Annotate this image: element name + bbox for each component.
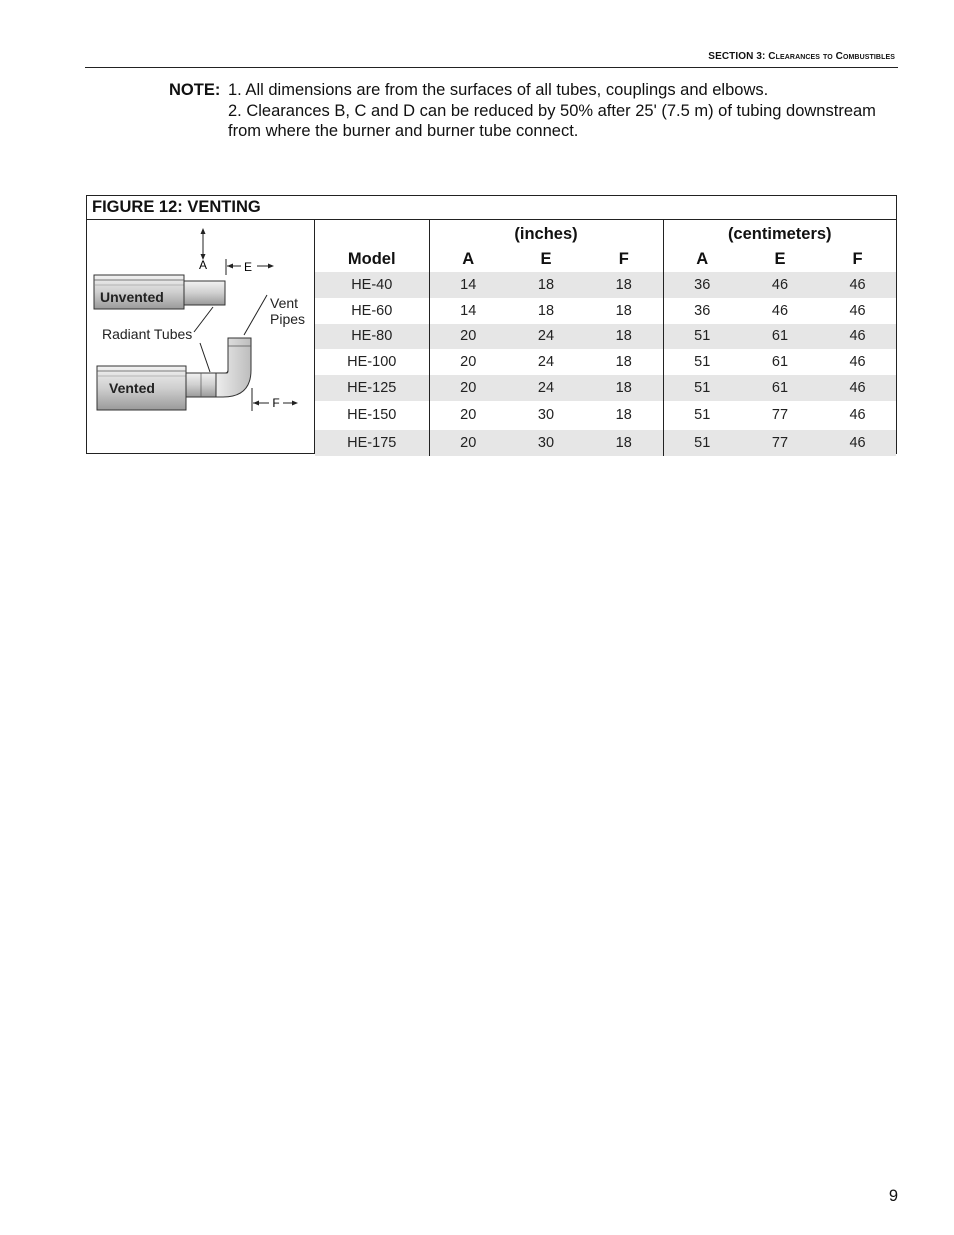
- cell-in-e: 24: [507, 375, 585, 401]
- table-row: [315, 349, 896, 375]
- cell-in-f: 18: [585, 430, 663, 456]
- col-header-in-f: F: [618, 249, 629, 268]
- page-number: 9: [888, 1187, 898, 1205]
- cell-in-f: 18: [615, 407, 632, 424]
- cell-in-a: 20: [429, 375, 507, 401]
- cell-cm-f: 46: [849, 302, 866, 319]
- cell-cm-a: 51: [663, 375, 741, 401]
- cell-cm-a: 36: [663, 298, 741, 324]
- figure-title: FIGURE 12: VENTING: [87, 196, 896, 220]
- cell-in-f: 18: [585, 272, 663, 298]
- col-header-cm-e: E: [774, 249, 786, 268]
- unit-inches-header: (inches): [429, 220, 663, 246]
- cell-cm-e: 77: [771, 407, 789, 424]
- venting-illustration: [87, 220, 314, 453]
- cell-in-a: 14: [429, 298, 507, 324]
- venting-diagram: [87, 220, 315, 453]
- leader-vent-pipes: [244, 295, 267, 335]
- cell-in-e: 30: [537, 407, 555, 424]
- cell-in-f: 18: [615, 302, 632, 319]
- cell-in-f: 18: [615, 354, 632, 371]
- col-header-in-a: A: [429, 246, 507, 272]
- table-row: [315, 401, 896, 430]
- leader-radiant-vented: [200, 343, 210, 372]
- cell-cm-a: 51: [663, 324, 741, 350]
- cell-model: HE-125: [315, 375, 429, 401]
- cell-cm-f: 46: [819, 375, 896, 401]
- label-f: F: [272, 396, 280, 410]
- vented-tube: [97, 338, 251, 410]
- table-row: [315, 375, 896, 401]
- cell-in-a: 20: [429, 324, 507, 350]
- cell-model: HE-150: [347, 407, 397, 424]
- cell-in-a: 20: [429, 401, 507, 430]
- cell-cm-a: 51: [663, 401, 741, 430]
- dimension-a-marker: [201, 228, 206, 260]
- section-title: Clearances to Combustibles: [768, 51, 895, 62]
- clearance-table: [315, 220, 896, 456]
- cell-in-e: 24: [507, 324, 585, 350]
- cell-cm-e: 61: [771, 354, 789, 371]
- label-a: A: [198, 258, 208, 272]
- leader-radiant-unvented: [194, 307, 213, 332]
- cell-in-e: 24: [537, 354, 555, 371]
- col-header-cm-f: F: [852, 249, 863, 268]
- cell-cm-e: 61: [741, 375, 819, 401]
- cell-model: HE-40: [315, 272, 429, 298]
- cell-in-e: 18: [507, 272, 585, 298]
- cell-model: HE-175: [315, 430, 429, 456]
- col-header-in-e: E: [540, 249, 552, 268]
- cell-cm-f: 46: [849, 407, 866, 424]
- cell-cm-f: 46: [819, 324, 896, 350]
- cell-cm-f: 46: [819, 272, 896, 298]
- cell-cm-a: 51: [663, 430, 741, 456]
- col-header-model: Model: [347, 249, 396, 268]
- note-line-1: 1. All dimensions are from the surfaces of all tubes, couplings and elbows.: [228, 81, 769, 99]
- cell-cm-e: 61: [741, 324, 819, 350]
- cell-in-a: 14: [429, 272, 507, 298]
- table-row: [315, 430, 896, 456]
- label-unvented: Unvented: [100, 289, 164, 305]
- note-line-2: 2. Clearances B, C and D can be reduced by 50% after 25' (7.5 m) of tubing downstream: [228, 101, 876, 120]
- figure-venting: [86, 195, 897, 454]
- cell-in-e: 30: [507, 430, 585, 456]
- section-prefix: SECTION 3:: [708, 51, 769, 62]
- cell-in-a: 20: [429, 349, 507, 375]
- cell-in-e: 18: [537, 302, 555, 319]
- cell-cm-a: 36: [663, 272, 741, 298]
- label-vent-line1: Vent: [270, 295, 299, 311]
- cell-cm-e: 46: [771, 302, 789, 319]
- cell-cm-a: 51: [663, 349, 741, 375]
- cell-in-a: 20: [429, 430, 507, 456]
- cell-model: HE-60: [351, 302, 393, 319]
- label-e: E: [243, 260, 253, 274]
- cell-model: HE-80: [315, 324, 429, 350]
- running-header: [708, 51, 895, 62]
- note-line-3: from where the burner and burner tube connect.: [228, 122, 579, 140]
- cell-model: HE-100: [347, 354, 397, 371]
- col-header-cm-a: A: [663, 246, 741, 272]
- label-radiant-tubes: Radiant Tubes: [102, 326, 193, 342]
- table-row: [315, 272, 896, 298]
- cell-cm-f: 46: [849, 354, 866, 371]
- table-row: [315, 324, 896, 350]
- table-row: [315, 298, 896, 324]
- note-label: NOTE:: [169, 81, 221, 99]
- cell-in-f: 18: [585, 324, 663, 350]
- cell-cm-e: 46: [741, 272, 819, 298]
- unit-cm-header: (centimeters): [663, 220, 896, 246]
- cell-cm-e: 77: [741, 430, 819, 456]
- header-rule: [85, 67, 898, 68]
- cell-in-f: 18: [585, 375, 663, 401]
- cell-cm-f: 46: [819, 430, 896, 456]
- label-vented: Vented: [109, 380, 155, 396]
- label-vent-line2: Pipes: [270, 311, 306, 327]
